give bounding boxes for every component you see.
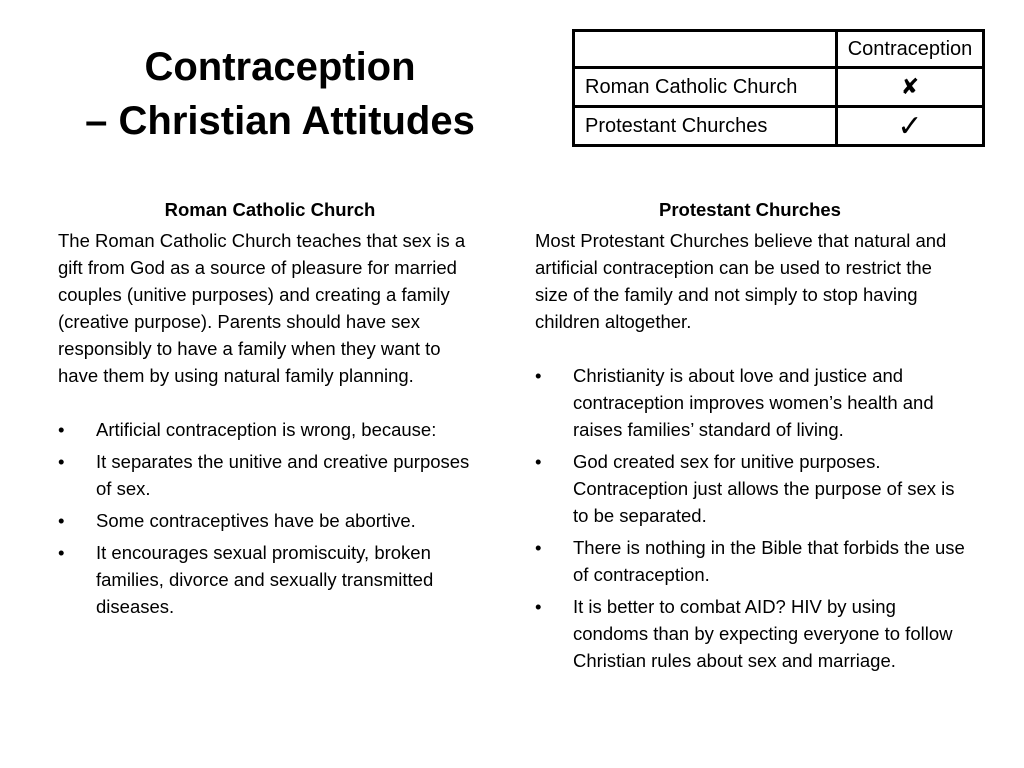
list-item [535, 534, 965, 588]
protestant-column [535, 196, 965, 679]
bullet-text: Christianity is about love and justice and contraception improves women’s health and raises families’ standard of living. [573, 365, 934, 440]
bullet-text: There is nothing in the Bible that forbids the use of contraception. [573, 537, 965, 585]
catholic-intro: The Roman Catholic Church teaches that sex is a gift from God as a source of pleasure for married couples (unitive purposes) and creating a family (creative purpose). Parents should have sex responsibly to have a family when they want to have them by using natural family planning. [58, 230, 466, 386]
list-item [58, 416, 482, 443]
protestant-bullet-list [535, 362, 965, 674]
bullet-text: It separates the unitive and creative purposes of sex. [96, 451, 470, 499]
bullet-text: God created sex for unitive purposes. Contraception just allows the purpose of sex is to be separated. [573, 451, 955, 526]
table-header-contraception: Contraception [837, 31, 984, 68]
check-icon: ✓ [897, 109, 923, 143]
table-header-row [574, 31, 984, 68]
cross-icon: ✘ [900, 74, 920, 99]
bullet-text: Some contraceptives have be abortive. [96, 510, 416, 531]
list-item [58, 448, 482, 502]
list-item [58, 507, 482, 534]
list-item [535, 593, 965, 674]
bullet-text: It encourages sexual promiscuity, broken families, divorce and sexually transmitted diseases. [96, 542, 434, 617]
table-row [574, 68, 984, 107]
bullet-icon: • [58, 542, 65, 563]
slide-title [60, 40, 500, 148]
bullet-icon: • [535, 596, 542, 617]
protestant-intro: Most Protestant Churches believe that natural and artificial contraception can be used to restrict the size of the family and not simply to stop having children altogether. [535, 230, 947, 332]
catholic-heading: Roman Catholic Church [164, 199, 376, 220]
table-cell-church-name: Protestant Churches [574, 107, 837, 146]
list-item [535, 448, 965, 529]
bullet-icon: • [58, 451, 65, 472]
list-item [58, 539, 482, 620]
bullet-text: Artificial contraception is wrong, because: [96, 419, 437, 440]
title-line-1: Contraception [144, 45, 416, 89]
bullet-icon: • [535, 537, 542, 558]
bullet-icon: • [58, 510, 65, 531]
catholic-column [58, 196, 482, 625]
table-header-empty-cell [574, 31, 837, 68]
title-line-2: – Christian Attitudes [85, 99, 475, 143]
bullet-text: It is better to combat AID? HIV by using condoms than by expecting everyone to follow Christian rules about sex and marriage. [573, 596, 953, 671]
bullet-icon: • [58, 419, 65, 440]
bullet-icon: • [535, 451, 542, 472]
table-cell-mark [837, 68, 984, 107]
catholic-bullet-list [58, 416, 482, 620]
table-cell-mark [837, 107, 984, 146]
list-item [535, 362, 965, 443]
summary-table [572, 29, 985, 147]
table-cell-church-name: Roman Catholic Church [574, 68, 837, 107]
bullet-icon: • [535, 365, 542, 386]
protestant-heading: Protestant Churches [659, 199, 841, 220]
table-row [574, 107, 984, 146]
